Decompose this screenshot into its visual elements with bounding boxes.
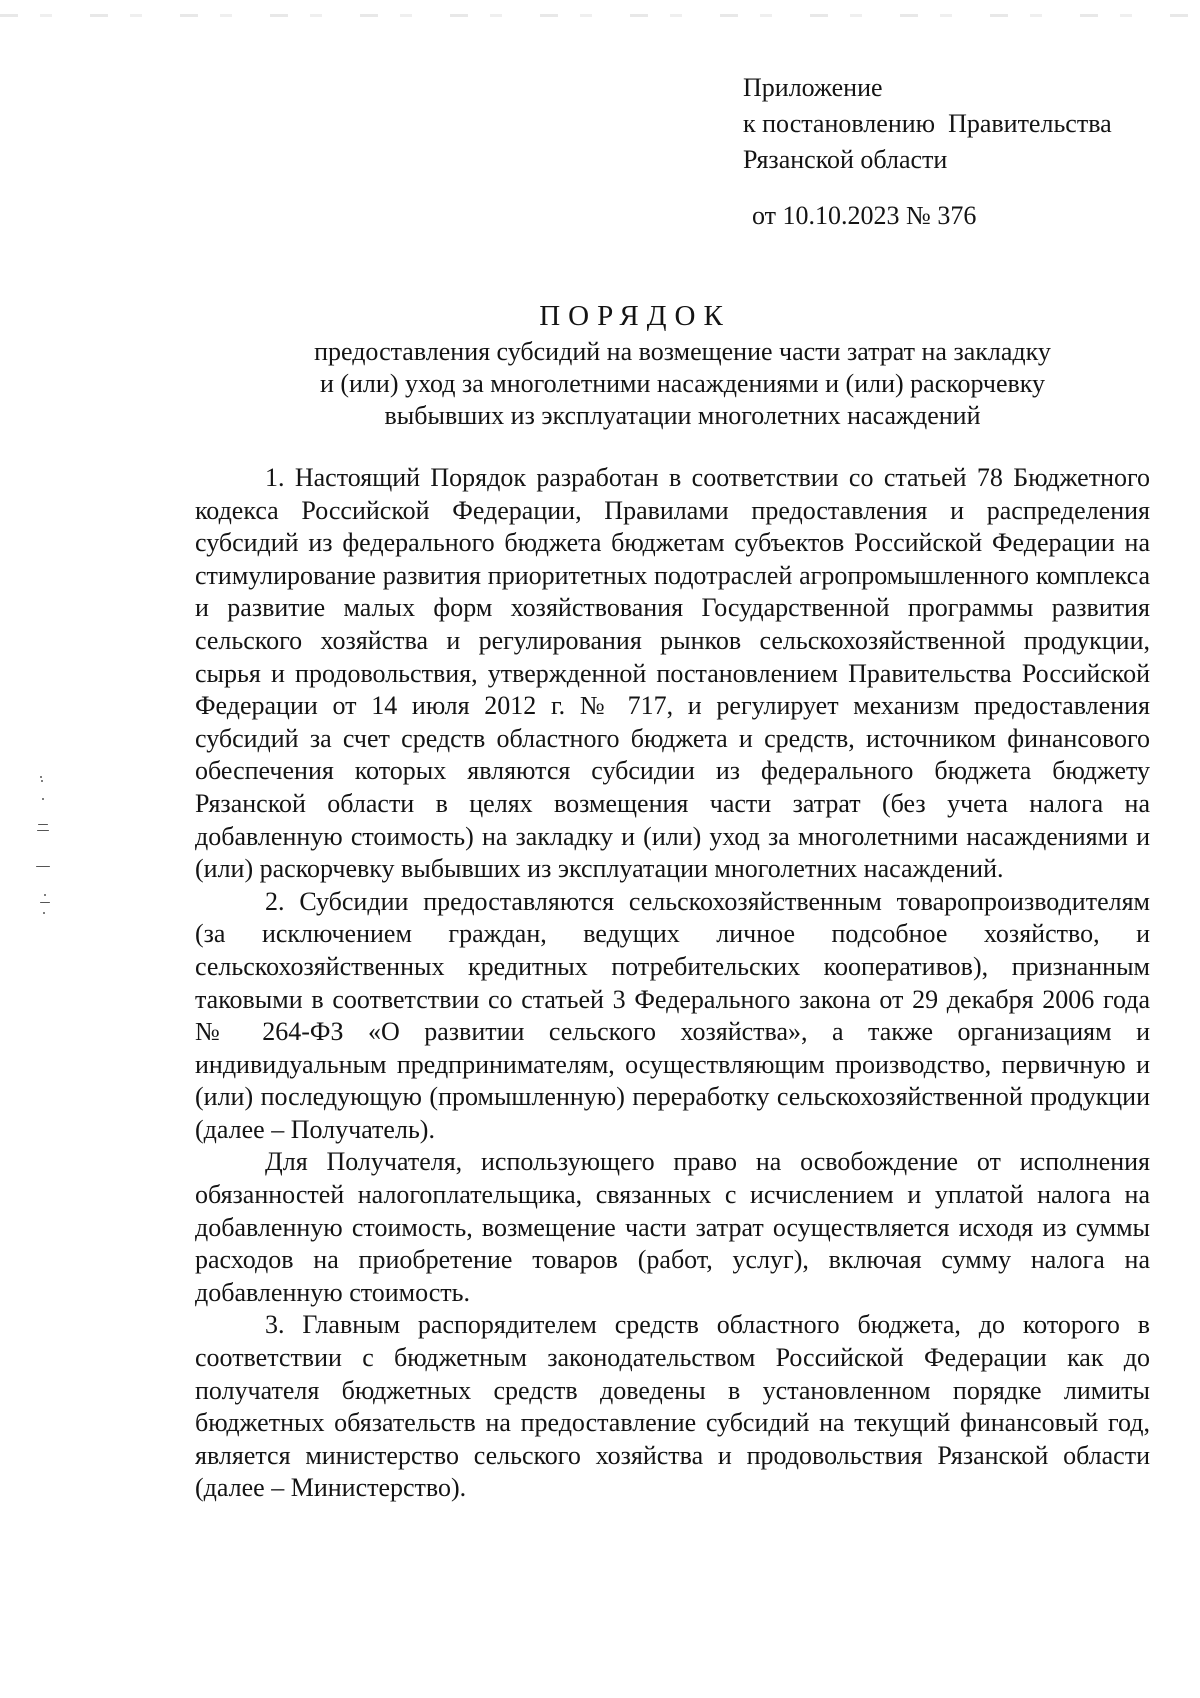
paragraph-1: 1. Настоящий Порядок разработан в соответствии со статьей 78 Бюджетного кодекса Российской Федерации, Правилами предоставления и распределения субсидий из федерального бюджета бюджетам субъектов Российской Федерации на стимулирование развития приоритетных подотраслей агропромышленного комплекса и развитие малых форм хозяйствования Государственной программы развития сельского хозяйства и регулирования рынков сельскохозяйственной продукции, сырья и продовольствия, утвержденной постановлением Правительства Российской Федерации от 14 июля 2012 г. № 717, и регулирует механизм предоставления субсидий за счет средств областного бюджета и средств, источником финансового обеспечения которых являются субсидии из федерального бюджета бюджету Рязанской области в целях возмещения части затрат (без учета налога на добавленную стоимость) на закладку и (или) уход за многолетними насаждениями и (или) раскорчевку выбывших из эксплуатации многолетних насаждений.: [195, 463, 1150, 884]
appendix-block: [743, 70, 1112, 178]
document-title: ПОРЯДОК: [539, 300, 731, 332]
paragraph-4: 3. Главным распорядителем средств областного бюджета, до которого в соответствии с бюджетным законодательством Российской Федерации как до получателя бюджетных средств доведены в установленном порядке лимиты бюджетных обязательств на предоставление субсидий на текущий финансовый год, является министерство сельского хозяйства и продовольствия Рязанской области (далее – Министерство).: [195, 1310, 1150, 1503]
subtitle-line-3: выбывших из эксплуатации многолетних насаждений: [384, 401, 981, 430]
document-body: [195, 462, 1150, 1505]
appendix-line-1: Приложение: [743, 73, 883, 102]
paragraph-2: 2. Субсидии предоставляются сельскохозяйственным товаропроизводителям (за исключением граждан, ведущих личное подсобное хозяйство, и сельскохозяйственных кредитных потребительских кооперативов), признанным таковыми в соответствии со статьей 3 Федерального закона от 29 декабря 2006 года № 264-ФЗ «О развитии сельского хозяйства», а также организациям и индивидуальным предпринимателям, осуществляющим производство, первичную и (или) последующую (промышленную) переработку сельскохозяйственной продукции (далее – Получатель).: [195, 886, 1150, 1144]
subtitle-line-1: предоставления субсидий на возмещение части затрат на закладку: [314, 337, 1051, 366]
scan-margin-marks: [34, 776, 58, 926]
paragraph-3: Для Получателя, использующего право на освобождение от исполнения обязанностей налогоплательщика, связанных с исчислением и уплатой налога на добавленную стоимость, возмещение части затрат осуществляется исходя из суммы расходов на приобретение товаров (работ, услуг), включая сумму налога на добавленную стоимость.: [195, 1147, 1150, 1307]
appendix-line-3: Рязанской области: [743, 145, 948, 174]
scan-artifact-top: [0, 14, 1200, 17]
document-subtitle: [195, 336, 1170, 432]
appendix-line-2: к постановлению Правительства: [743, 109, 1112, 138]
subtitle-line-2: и (или) уход за многолетними насаждениями и (или) раскорчевку: [319, 369, 1046, 398]
appendix-date: от 10.10.2023 № 376: [752, 201, 977, 230]
